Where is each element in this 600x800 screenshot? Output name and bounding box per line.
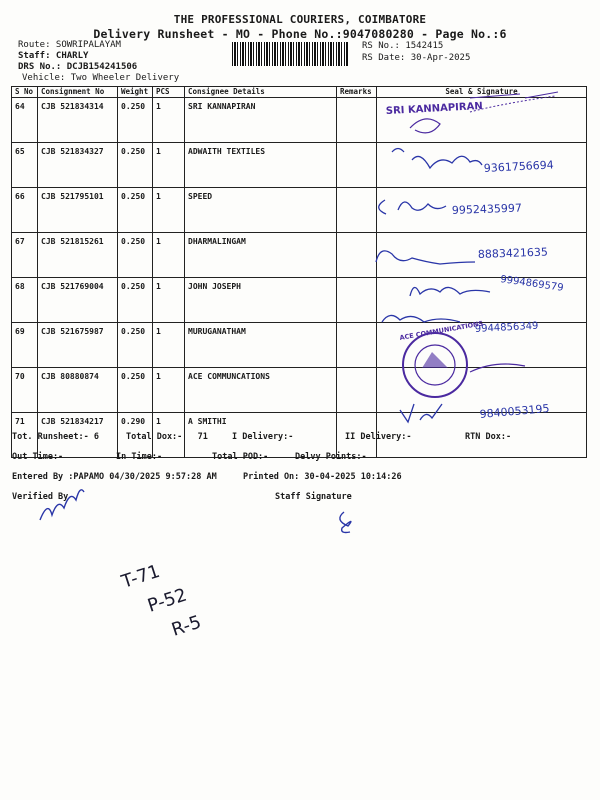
cell-pcs: 1: [153, 278, 185, 323]
svg-text:9952435997: 9952435997: [451, 201, 523, 217]
cell-sno: 65: [12, 143, 38, 188]
cell-consignment: CJB 521795101: [38, 188, 118, 233]
cell-consignee: ADWAITH TEXTILES: [185, 143, 337, 188]
printed-on: Printed On: 30-04-2025 10:14:26: [243, 472, 402, 482]
svg-text:9361756694: 9361756694: [483, 158, 555, 175]
entered-by: Entered By :PAPAMO 04/30/2025 9:57:28 AM: [12, 472, 217, 482]
svg-text:T-71: T-71: [119, 560, 163, 593]
cell-pcs: 1: [153, 233, 185, 278]
total-pod: Total POD:-: [212, 452, 269, 462]
svg-text:9994869579: 9994869579: [499, 274, 565, 294]
tally-notes: [118, 561, 204, 641]
col-pcs: PCS: [153, 87, 185, 98]
rs-number: RS No.: 1542415: [362, 41, 444, 51]
cell-weight: 0.250: [118, 188, 153, 233]
cell-pcs: 1: [153, 368, 185, 413]
col-consignee: Consignee Details: [185, 87, 337, 98]
staff-signature: [340, 512, 351, 533]
cell-weight: 0.250: [118, 143, 153, 188]
cell-sno: 69: [12, 323, 38, 368]
svg-text:SRI KANNAPIRAN: SRI KANNAPIRAN: [385, 100, 483, 117]
svg-text:R-5: R-5: [169, 611, 204, 641]
cell-weight: 0.290: [118, 413, 153, 458]
cell-consignment: CJB 80880874: [38, 368, 118, 413]
cell-sno: 64: [12, 98, 38, 143]
drs-number: DRS No.: DCJB154241506: [18, 62, 138, 72]
cell-weight: 0.250: [118, 278, 153, 323]
signature-65: [392, 149, 554, 175]
cell-consignee: SRI KANNAPIRAN: [185, 98, 337, 143]
cell-pcs: 1: [153, 323, 185, 368]
col-seal-signature: Seal & Signature: [377, 87, 587, 98]
cell-sno: 71: [12, 413, 38, 458]
cell-weight: 0.250: [118, 323, 153, 368]
runsheet-subtitle: Delivery Runsheet - MO - Phone No.:9047080280 - Page No.:6: [93, 27, 507, 41]
cell-consignee: A SMITHI: [185, 413, 337, 458]
cell-sno: 70: [12, 368, 38, 413]
signature-66: [379, 200, 522, 217]
signature-68: [376, 246, 564, 296]
svg-text:9944856349: 9944856349: [474, 320, 539, 335]
vehicle: Vehicle: Two Wheeler Delivery: [22, 73, 180, 83]
col-consignment: Consignment No: [38, 87, 118, 98]
staff-signature-label: Staff Signature: [275, 492, 352, 502]
cell-consignment: CJB 521834314: [38, 98, 118, 143]
cell-pcs: 1: [153, 98, 185, 143]
cell-sno: 66: [12, 188, 38, 233]
cell-sno: 68: [12, 278, 38, 323]
cell-pcs: 1: [153, 143, 185, 188]
cell-consignee: ACE COMMUNCATIONS: [185, 368, 337, 413]
cell-consignment: CJB 521769004: [38, 278, 118, 323]
cell-consignee: DHARMALINGAM: [185, 233, 337, 278]
rs-date: RS Date: 30-Apr-2025: [362, 53, 471, 63]
cell-consignment: CJB 521834217: [38, 413, 118, 458]
ii-delivery: II Delivery:-: [345, 432, 412, 442]
cell-consignment: CJB 521834327: [38, 143, 118, 188]
col-weight: Weight: [118, 87, 153, 98]
staff: Staff: CHARLY: [18, 51, 89, 61]
total-dox: Total Dox:- 71: [126, 432, 208, 442]
cell-consignee: SPEED: [185, 188, 337, 233]
cell-consignee: MURUGANATHAM: [185, 323, 337, 368]
company-title: THE PROFESSIONAL COURIERS, COIMBATORE: [173, 13, 427, 26]
i-delivery: I Delivery:-: [232, 432, 294, 442]
seal-stamp-64: [386, 92, 558, 133]
verifier-signature: [40, 490, 84, 520]
col-remarks: Remarks: [337, 87, 377, 98]
svg-text:ACE COMMUNICATIONS: ACE COMMUNICATIONS: [398, 319, 484, 342]
cell-pcs: 1: [153, 188, 185, 233]
tot-runsheet: Tot. Runsheet:- 6: [12, 432, 99, 442]
out-time: Out Time:-: [12, 452, 64, 462]
delvy-points: Delvy Points:-: [295, 452, 367, 462]
cell-sno: 67: [12, 233, 38, 278]
svg-text:P-52: P-52: [145, 584, 190, 617]
cell-weight: 0.250: [118, 98, 153, 143]
col-sno: S No: [12, 87, 38, 98]
cell-weight: 0.250: [118, 368, 153, 413]
cell-consignment: CJB 521675987: [38, 323, 118, 368]
cell-weight: 0.250: [118, 233, 153, 278]
svg-text:9840053195: 9840053195: [479, 401, 550, 421]
cell-consignment: CJB 521815261: [38, 233, 118, 278]
verified-by: Verified By: [12, 492, 69, 502]
rtn-dox: RTN Dox:-: [465, 432, 512, 442]
cell-consignee: JOHN JOSEPH: [185, 278, 337, 323]
svg-text:8883421635: 8883421635: [477, 245, 549, 261]
in-time: In Time:-: [116, 452, 163, 462]
cell-pcs: 1: [153, 413, 185, 458]
route: Route: SOWRIPALAYAM: [18, 40, 121, 50]
signature-71: [400, 402, 550, 422]
